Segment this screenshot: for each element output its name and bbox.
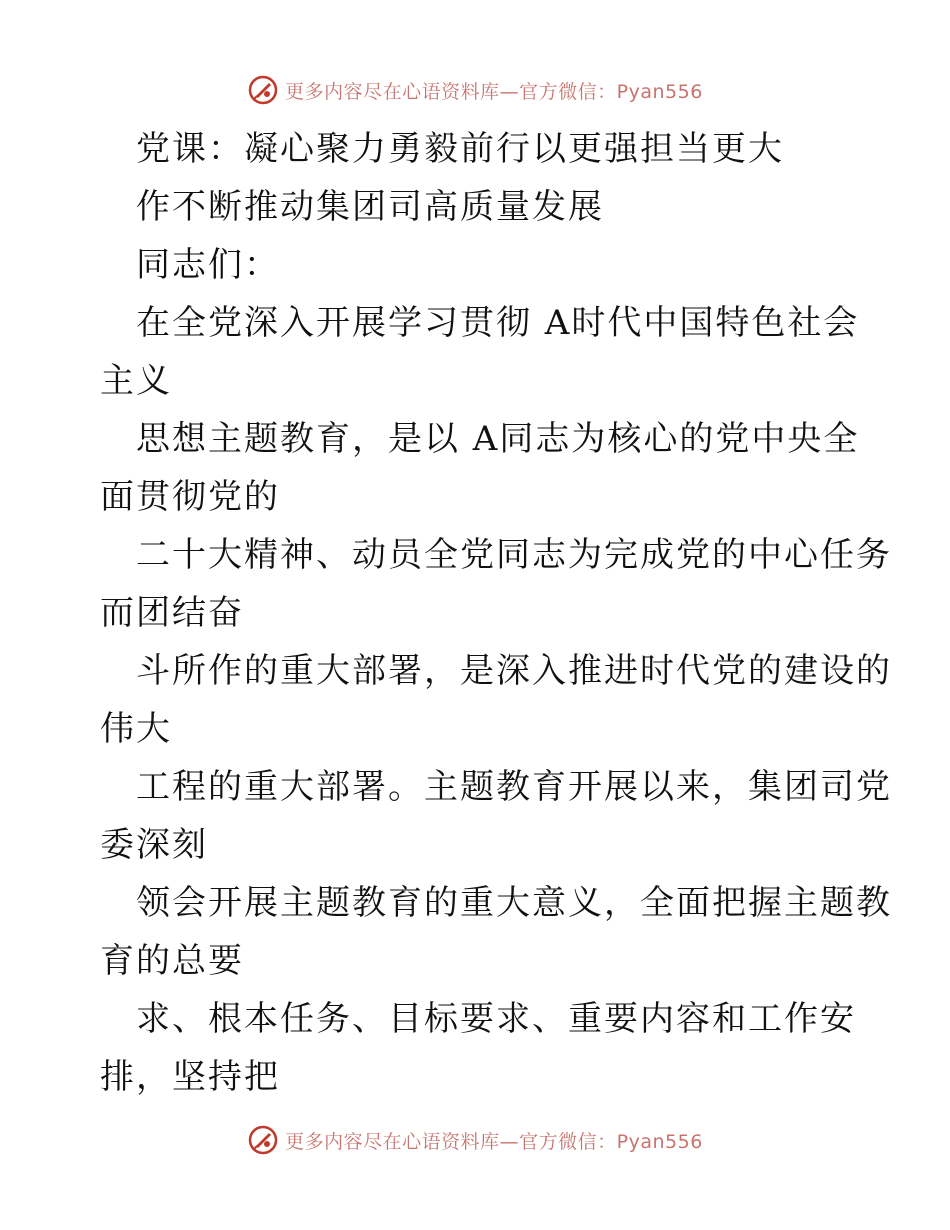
paragraph-line: 主义 [100, 361, 172, 401]
paragraph-line: 排，坚持把 [100, 1057, 280, 1097]
paragraph-line: 面贯彻党的 [100, 477, 280, 517]
paragraph-line: 工程的重大部署。主题教育开展以来，集团司党 [136, 767, 892, 807]
footer-banner-text: 更多内容尽在心语资料库—官方微信：Pyan556 [285, 1130, 703, 1153]
paragraph-line: 伟大 [100, 709, 172, 749]
quill-seal-icon [247, 74, 279, 106]
header-banner [0, 70, 950, 110]
footer-banner [0, 1120, 950, 1160]
paragraph-line: 思想主题教育，是以 A同志为核心的党中央全 [136, 419, 860, 459]
title-line-2: 作不断推动集团司高质量发展 [136, 187, 604, 227]
document-body [100, 120, 892, 1106]
paragraph-line: 求、根本任务、目标要求、重要内容和工作安 [136, 999, 856, 1039]
quill-seal-icon [247, 1124, 279, 1156]
paragraph-line: 委深刻 [100, 825, 208, 865]
title-line-1: 党课：凝心聚力勇毅前行以更强担当更大 [136, 129, 784, 169]
paragraph-line: 二十大精神、动员全党同志为完成党的中心任务 [136, 535, 892, 575]
paragraph-line: 育的总要 [100, 941, 244, 981]
paragraph-line: 在全党深入开展学习贯彻 A时代中国特色社会 [136, 303, 860, 343]
paragraph-line: 而团结奋 [100, 593, 244, 633]
salutation: 同志们： [136, 245, 280, 285]
paragraph-line: 领会开展主题教育的重大意义，全面把握主题教 [136, 883, 892, 923]
header-banner-text: 更多内容尽在心语资料库—官方微信：Pyan556 [285, 80, 703, 103]
paragraph-line: 斗所作的重大部署，是深入推进时代党的建设的 [136, 651, 892, 691]
